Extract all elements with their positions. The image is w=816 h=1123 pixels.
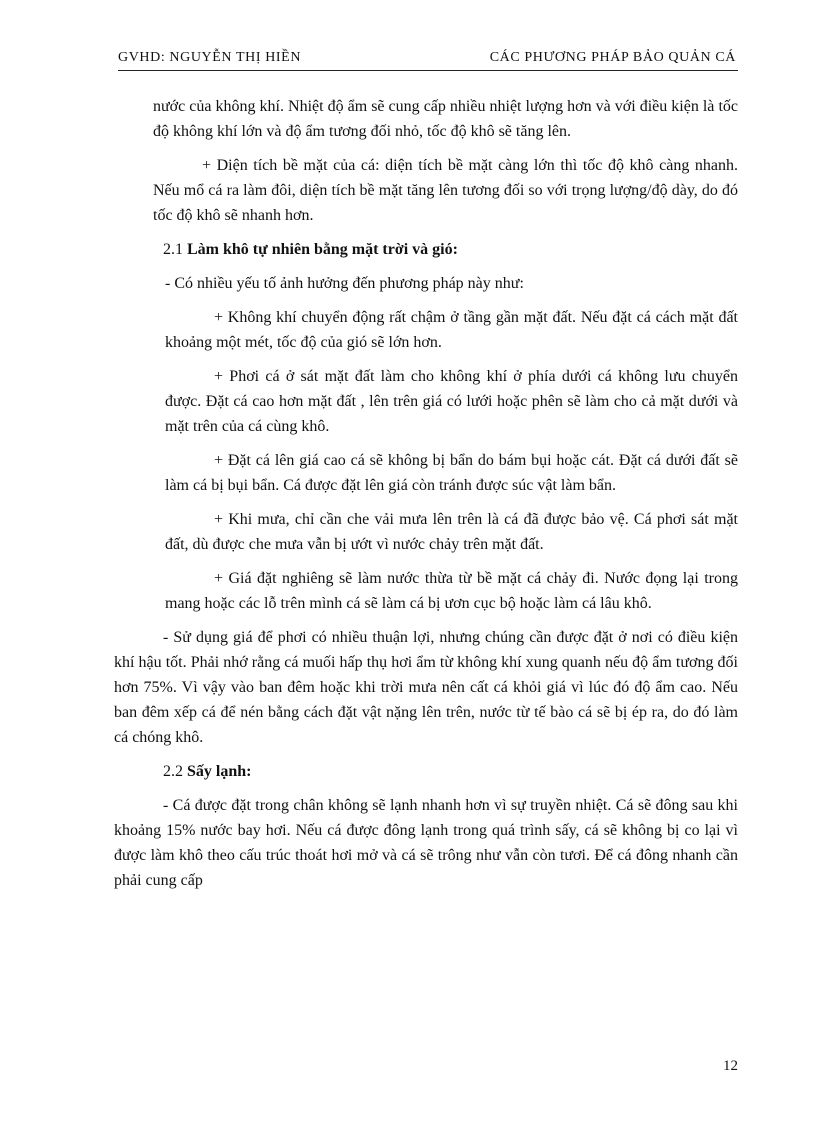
paragraph-4: + Không khí chuyển động rất chậm ở tầng gần mặt đất. Nếu đặt cá cách mặt đất khoảng một mét, tốc độ của gió sẽ lớn hơn. — [165, 309, 738, 351]
section-number-2-2: 2.2 — [163, 763, 187, 780]
page-number: 12 — [723, 1058, 738, 1074]
section-number-2-1: 2.1 — [163, 241, 187, 258]
paragraph-3: - Có nhiều yếu tố ảnh hưởng đến phương pháp này như: — [165, 275, 524, 292]
paragraph-9: - Sử dụng giá để phơi có nhiều thuận lợi, nhưng chúng cần được đặt ở nơi có điều kiện khí hậu tốt. Phải nhớ rằng cá muối hấp thụ hơi ẩm từ không khí xung quanh nếu độ ẩm tương đối hơn 75%. Vì vậy vào ban đêm hoặc khi trời mưa nên cất cá khỏi giá vì lúc đó độ ẩm cao. Nếu ban đêm xếp cá để nén bằng cách đặt vật nặng lên trên, nước từ tế bào cá sẽ bị ép ra, do đó làm cá chóng khô. — [114, 629, 738, 746]
page-header — [118, 50, 738, 71]
document-body — [114, 94, 738, 893]
section-title-2-1: Làm khô tự nhiên bằng mặt trời và gió: — [187, 241, 458, 258]
paragraph-1: nước của không khí. Nhiệt độ ẩm sẽ cung cấp nhiều nhiệt lượng hơn và với điều kiện là tốc độ không khí lớn và độ ẩm tương đối nhỏ, tốc độ khô sẽ tăng lên. — [153, 98, 738, 140]
paragraph-2: + Diện tích bề mặt của cá: diện tích bề mặt càng lớn thì tốc độ khô càng nhanh. Nếu mổ cá ra làm đôi, diện tích bề mặt tăng lên tương đối so với trọng lượng/độ dày, do đó tốc độ khô sẽ nhanh hơn. — [153, 157, 738, 224]
section-title-2-2: Sấy lạnh: — [187, 763, 252, 780]
paragraph-8: + Giá đặt nghiêng sẽ làm nước thừa từ bề mặt cá chảy đi. Nước đọng lại trong mang hoặc các lỗ trên mình cá sẽ làm cá bị ươn cục bộ hoặc làm cá lâu khô. — [165, 570, 738, 612]
section-heading-2-1 — [114, 237, 738, 262]
header-title: CÁC PHƯƠNG PHÁP BẢO QUẢN CÁ — [489, 50, 736, 65]
paragraph-10: - Cá được đặt trong chân không sẽ lạnh nhanh hơn vì sự truyền nhiệt. Cá sẽ đông sau khi khoảng 15% nước bay hơi. Nếu cá được đông lạnh trong quá trình sấy, cá sẽ không bị co lại vì được làm khô theo cấu trúc thoát hơi mở và cá sẽ trông như vẫn còn tươi. Để cá đông nhanh cần phải cung cấp — [114, 797, 738, 889]
section-heading-2-2 — [114, 759, 738, 784]
paragraph-5: + Phơi cá ở sát mặt đất làm cho không khí ở phía dưới cá không lưu chuyển được. Đặt cá cao hơn mặt đất , lên trên giá có lưới hoặc phên sẽ làm cho cả mặt dưới và mặt trên của cá cùng khô. — [165, 368, 738, 435]
paragraph-7: + Khi mưa, chỉ cần che vải mưa lên trên là cá đã được bảo vệ. Cá phơi sát mặt đất, dù được che mưa vẫn bị ướt vì nước chảy trên mặt đất. — [165, 511, 738, 553]
header-advisor: GVHD: NGUYỄN THỊ HIỀN — [118, 50, 302, 65]
paragraph-6: + Đặt cá lên giá cao cá sẽ không bị bẩn do bám bụi hoặc cát. Đặt cá dưới đất sẽ làm cá bị bụi bẩn. Cá được đặt lên giá còn tránh được súc vật làm bẩn. — [165, 452, 738, 494]
